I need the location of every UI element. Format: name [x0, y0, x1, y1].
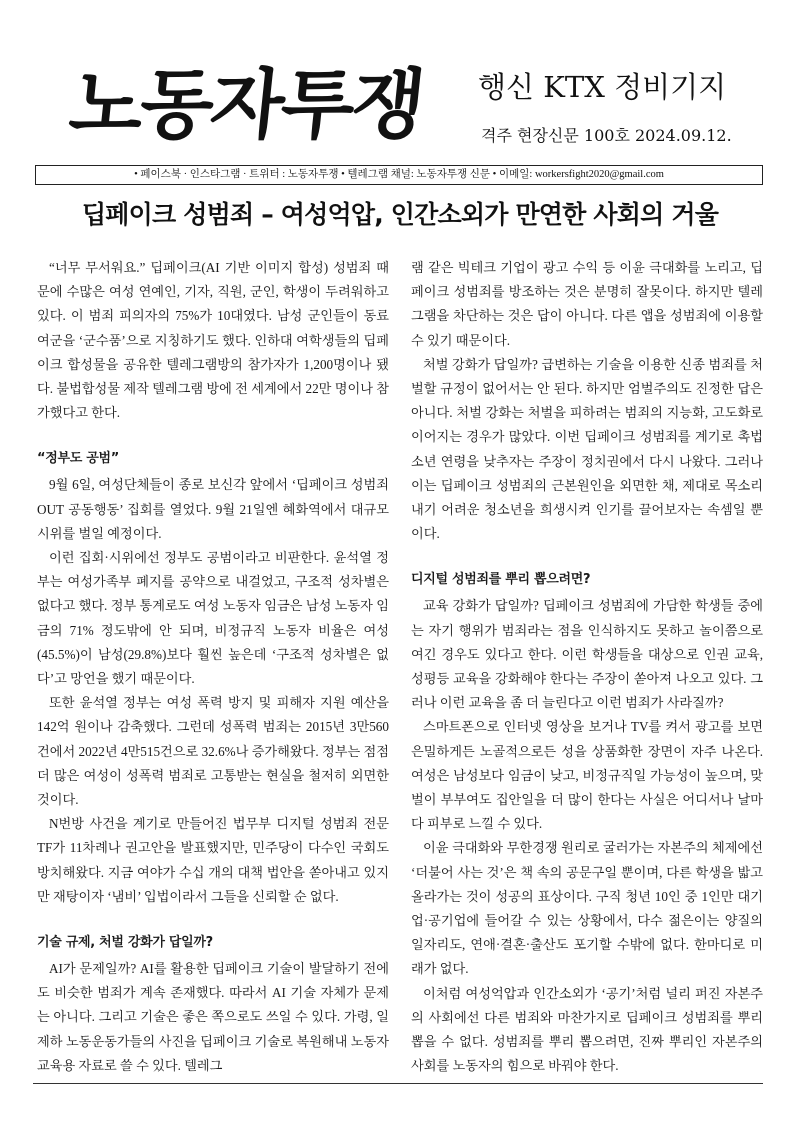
- paragraph: 처벌 강화가 답일까? 급변하는 기술을 이용한 신종 범죄를 처벌할 규정이 없어서는 안 된다. 하지만 엄벌주의도 진정한 답은 아니다. 처벌 강화는 처벌을 피하려는 범죄의 지능화, 고도화로 이어지는 경우가 많았다. 이번 딥페이크 성범죄를 계기로 촉법소년 연령을 낮추자는 주장이 정치권에서 다시 나왔다. 그러나 이는 딥페이크 성범죄의 근본원인을 외면한 채, 제대로 목소리 내기 어려운 청소년을 희생시켜 인기를 끌어보자는 속셈일 뿐이다.: [411, 356, 763, 542]
- section-subhead: “정부도 공범”: [37, 451, 120, 467]
- paragraph: 교육 강화가 답일까? 딥페이크 성범죄에 가담한 학생들 중에는 자기 행위가 범죄라는 점을 인식하지도 못하고 놀이쯤으로 여긴 경우도 있다고 한다. 이런 학생들을 대상으로 인권 교육, 성평등 교육을 강화해야 한다는 주장이 쏟아져 나오고 있다. 그러나 이런 교육을 좀 더 늘린다고 이런 범죄가 사라질까?: [411, 598, 763, 711]
- paragraph: AI가 문제일까? AI를 활용한 딥페이크 기술이 발달하기 전에도 비슷한 범죄가 계속 존재했다. 따라서 AI 기술 자체가 문제는 아니다. 그리고 기술은 좋은 쪽으로도 쓰일 수 있다. 가령, 일제하 노동운동가들의 사진을 딥페이크 기술로 복원해내 노동자 교육용 자료로 쓸 수 있다. 텔레그: [37, 961, 389, 1073]
- section-subhead: 디지털 성범죄를 뿌리 뽑으려면?: [411, 572, 591, 588]
- paragraph: 이처럼 여성억압과 인간소외가 ‘공기’처럼 널리 퍼진 자본주의 사회에선 다른 범죄와 마찬가지로 딥페이크 성범죄를 뿌리 뽑을 수 없다. 성범죄를 뿌리 뽑으려면, 진짜 뿌리인 자본주의 사회를 노동자의 힘으로 바꿔야 한다.: [411, 985, 763, 1074]
- paragraph: 램 같은 빅테크 기업이 광고 수익 등 이윤 극대화를 노리고, 딥페이크 성범죄를 방조하는 것은 분명히 잘못이다. 하지만 텔레그램을 차단하는 것은 답이 아니다. 다른 앱을 성범죄에 이용할 수 있기 때문이다.: [411, 260, 763, 348]
- article-column-left: [37, 256, 389, 1078]
- newspaper-logo: 노동자투쟁: [65, 60, 427, 149]
- issue-title: 행신 KTX 정비기지: [478, 70, 727, 104]
- paragraph: 스마트폰으로 인터넷 영상을 보거나 TV를 켜서 광고를 보면 은밀하게든 노골적으로든 성을 상품화한 장면이 자주 나온다. 여성은 남성보다 임금이 낮고, 비정규직일 가능성이 높으며, 맞벌이 부부여도 집안일을 더 많이 한다는 사실은 어디서나 날마다 피부로 느낄 수 있다.: [411, 719, 763, 832]
- paragraph: 또한 윤석열 정부는 여성 폭력 방지 및 피해자 지원 예산을 142억 원이나 감축했다. 그런데 성폭력 범죄는 2015년 3만560건에서 2022년 4만515건으로 32.6%나 증가해왔다. 정부는 점점 더 많은 여성이 성폭력 범죄로 고통받는 현실을 철저히 외면한 것이다.: [37, 695, 389, 808]
- article-headline: 딥페이크 성범죄 – 여성억압, 인간소외가 만연한 사회의 거울: [81, 200, 719, 229]
- paragraph: “너무 무서워요.” 딥페이크(AI 기반 이미지 합성) 성범죄 때문에 수많은 여성 연예인, 기자, 직원, 군인, 학생이 두려워하고 있다. 이 범죄 피의자의 75%가 10대였다. 남성 군인들이 동료 여군을 ‘군수품’으로 지칭하기도 했다. 인하대 여학생들의 딥페이크 합성물을 공유한 텔레그램방의 참가자가 1,200명이나 됐다. 불법합성물 제작 텔레그램 방에 전 세계에서 22만 명이나 참가했다고 한다.: [37, 260, 389, 421]
- paragraph: 이윤 극대화와 무한경쟁 원리로 굴러가는 자본주의 체제에선 ‘더불어 사는 것’은 책 속의 공문구일 뿐이며, 다른 학생을 밟고 올라가는 것이 성공의 표상이다. 구직 청년 10인 중 1인만 대기업·공기업에 들어갈 수 있는 상황에서, 다수 젊은이는 양질의 일자리도, 연애·결혼·출산도 포기할 수밖에 없다. 한마디로 미래가 없다.: [411, 840, 763, 977]
- paragraph: 이런 집회·시위에선 정부도 공범이라고 비판한다. 윤석열 정부는 여성가족부 폐지를 공약으로 내걸었고, 구조적 성차별은 없다고 했다. 정부 통계로도 여성 노동자 임금은 남성 노동자 임금의 71% 정도밖에 안 되며, 비정규직 노동자 비율은 여성(45.5%)이 남성(29.8%)보다 훨씬 높은데 ‘구조적 성차별은 없다’고 망언을 했기 때문이다.: [37, 550, 389, 687]
- paragraph: N번방 사건을 계기로 만들어진 법무부 디지털 성범죄 전문 TF가 11차례나 권고안을 발표했지만, 민주당이 다수인 국회도 방치해왔다. 지금 여야가 수십 개의 대책 법안을 쏟아내고 있지만 재탕이자 ‘냄비’ 입법이라서 그들을 신뢰할 순 없다.: [37, 816, 389, 904]
- masthead: [0, 0, 800, 165]
- article-column-right: [411, 256, 763, 1079]
- bottom-divider: [33, 1083, 763, 1084]
- contact-info-bar: • 페이스북 · 인스타그램 · 트위터 : 노동자투쟁 • 텔레그램 채널: 노동자투쟁 신문 • 이메일: workersfight2020@gmail.com: [35, 165, 763, 185]
- issue-meta: 격주 현장신문 100호 2024.09.12.: [481, 126, 732, 145]
- paragraph: 9월 6일, 여성단체들이 종로 보신각 앞에서 ‘딥페이크 성범죄 OUT 공동행동’ 집회를 열었다. 9월 21일엔 혜화역에서 대규모 시위를 벌일 예정이다.: [37, 477, 389, 541]
- section-subhead: 기술 규제, 처벌 강화가 답일까?: [37, 935, 213, 951]
